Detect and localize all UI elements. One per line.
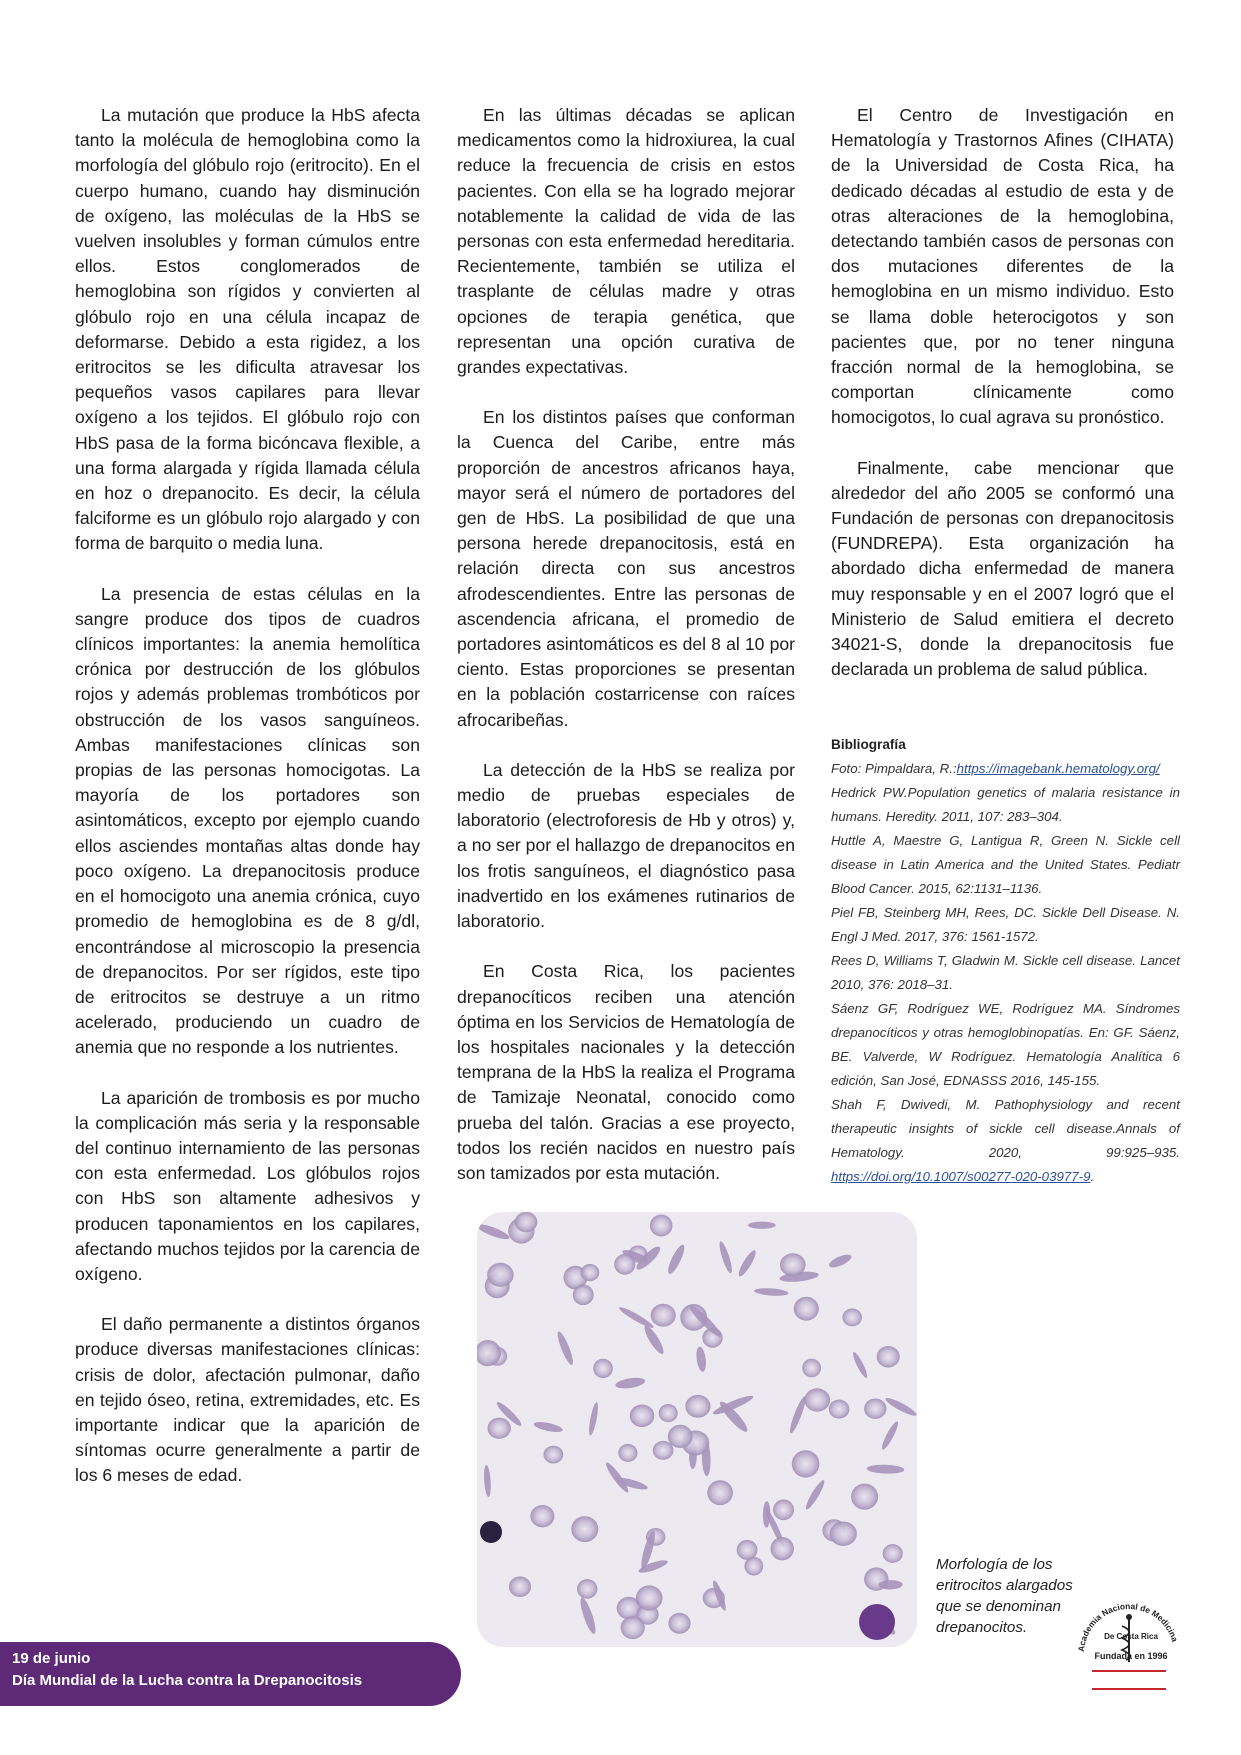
red-blood-cell bbox=[653, 1441, 674, 1460]
bibliography-title: Bibliografía bbox=[831, 737, 906, 752]
red-blood-cell bbox=[707, 1480, 733, 1505]
red-blood-cell bbox=[792, 1450, 820, 1477]
caduceus-icon bbox=[1070, 1592, 1188, 1696]
red-blood-cell bbox=[651, 1304, 676, 1327]
red-blood-cell bbox=[488, 1418, 511, 1439]
red-blood-cell bbox=[630, 1405, 655, 1428]
red-blood-cell bbox=[573, 1285, 594, 1306]
red-blood-cell bbox=[593, 1359, 613, 1378]
paragraph: En las últimas décadas se aplican medicamentos como la hidroxiurea, la cual reduce la frecuencia de crisis en estos pacientes. Con ella se ha logrado mejorar notablemente la calidad de vida de las personas con esta enfermedad hereditaria. Recientemente, también se utiliza el trasplante de células madre y otras opciones de terapia genética, que representan una opción curativa de grandes expectativas. bbox=[457, 105, 795, 378]
bibliography-photo-credit: Foto: Pimpaldara, R.:https://imagebank.hematology.org/ bbox=[831, 761, 1160, 776]
academy-logo bbox=[1070, 1592, 1188, 1696]
bibliography-item: Sáenz GF, Rodríguez WE, Rodríguez MA. Síndromes drepanocíticos y otras hemoglobinopatías. En: GF. Sáenz, BE. Valverde, W Rodríguez. Hematología Analítica 6 edición, San José, EDNASSS 2016, 145-155. bbox=[831, 1001, 1180, 1088]
red-blood-cell bbox=[509, 1576, 531, 1597]
paragraph: En los distintos países que conforman la Cuenca del Caribe, entre más proporción de ancestros africanos haya, mayor será el número de portadores del gen de HbS. La posibilidad de que una persona herede drepanocitosis, está en relación directa con sus ancestros afrodescendientes. Entre las personas de ascendencia africana, el promedio de portadores asintomáticos es del 8 al 10 por ciento. Estas proporciones se presentan en la población costarricense con raíces afrocaribeñas. bbox=[457, 407, 795, 730]
nucleated-cell bbox=[859, 1604, 895, 1640]
photo-source-link[interactable]: https://imagebank.hematology.org/ bbox=[956, 761, 1160, 776]
logo-founded: Fundada en 1996 bbox=[1094, 1651, 1168, 1661]
figure-caption: Morfología de los eritrocitos alargados que se denominan drepanocitos. bbox=[936, 1556, 1073, 1636]
bibliography-item: Piel FB, Steinberg MH, Rees, DC. Sickle Dell Disease. N. Engl J Med. 2017, 376: 1561-1572. bbox=[831, 905, 1180, 944]
red-blood-cell bbox=[668, 1425, 693, 1448]
paragraph: El Centro de Investigación en Hematología y Trastornos Afines (CIHATA) de la Universidad de Costa Rica, ha dedicado décadas al estudio de esta y de otras alteraciones de la hemoglobina, detectando también casos de personas con dos mutaciones diferentes de la hemoglobina en un mismo individuo. Esto se llama doble heterocigotos y son pacientes que, por no tener ninguna fracción normal de la hemoglobina, se comportan clínicamente como homocigotos, lo cual agrava su pronóstico. bbox=[831, 105, 1174, 428]
footer-title: Día Mundial de la Lucha contra la Drepanocitosis bbox=[12, 1672, 363, 1689]
red-blood-cell bbox=[802, 1359, 821, 1378]
paragraph: El daño permanente a distintos órganos produce diversas manifestaciones clínicas: crisis de dolor, afectación pulmonar, daño en tejido óseo, retina, extremidades, etc. Es importante indicar que la aparición de síntomas ocurre generalmente a partir de los 6 meses de edad. bbox=[75, 1314, 420, 1486]
red-blood-cell bbox=[883, 1544, 903, 1563]
paragraph: En Costa Rica, los pacientes drepanocíticos reciben una atención óptima en los Servicios de Hematología de los hospitales nacionales y la detección temprana de la HbS la realiza el Programa de Tamizaje Neonatal, conocido como prueba del talón. Gracias a ese proyecto, todos los recién nacidos en nuestro país son tamizados por esta mutación. bbox=[457, 961, 795, 1183]
red-blood-cell bbox=[487, 1263, 514, 1287]
red-blood-cell bbox=[515, 1212, 538, 1232]
nucleated-cell bbox=[480, 1521, 502, 1543]
bibliography-item: Hedrick PW.Population genetics of malaria resistance in humans. Heredity. 2011, 107: 283–304. bbox=[831, 785, 1180, 824]
red-blood-cell bbox=[668, 1613, 690, 1634]
text-column-3 bbox=[831, 103, 1174, 707]
red-blood-cell bbox=[571, 1516, 598, 1542]
text-column-2 bbox=[457, 103, 795, 1211]
red-blood-cell bbox=[829, 1400, 850, 1419]
red-blood-cell bbox=[614, 1254, 635, 1275]
red-blood-cell bbox=[877, 1346, 900, 1368]
logo-subtitle: De Costa Rica bbox=[1104, 1632, 1158, 1641]
red-blood-cell bbox=[737, 1540, 758, 1560]
red-blood-cell bbox=[794, 1297, 819, 1321]
bibliography-item: Huttle A, Maestre G, Lantigua R, Green N. Sickle cell disease in Latin America and the United States. Pediatr Blood Cancer. 2015, 62:1131–1136. bbox=[831, 833, 1180, 896]
paragraph: La presencia de estas células en la sangre produce dos tipos de cuadros clínicos importantes: la anemia hemolítica crónica por destrucción de los glóbulos rojos y además problemas trombóticos por obstrucción de los vasos sanguíneos. Ambas manifestaciones clínicas son propias de las personas homocigotas. La mayoría de los portadores son asintomáticos, excepto por ejemplo cuando ellos asciendes montañas altas donde hay poco oxígeno. La drepanocitosis produce en el homocigoto una anemia crónica, cuyo promedio de hemoglobina es de 8 g/dl, encontrándose al microscopio la presencia de drepanocitos. Por ser rígidos, este tipo de eritrocitos se destruye a un ritmo acelerado, produciendo un cuadro de anemia que no responde a los nutrientes. bbox=[75, 583, 420, 1058]
paragraph: Finalmente, cabe mencionar que alrededor del año 2005 se conformó una Fundación de personas con drepanocitosis (FUNDREPA). Esta organización ha abordado dicha enfermedad de manera muy responsable y en el 2007 logró que el Ministerio de Salud emitiera el decreto 34021-S, donde la drepanocitosis fue declarada un problema de salud pública. bbox=[831, 457, 1174, 680]
footer-date: 19 de junio bbox=[12, 1650, 91, 1667]
blood-smear-micrograph bbox=[477, 1212, 917, 1647]
paragraph: La aparición de trombosis es por mucho la complicación más seria y la responsable del continuo internamiento de las personas con esta enfermedad. Los glóbulos rojos con HbS son altamente adhesivos y producen taponamientos en los capilares, afectando muchos tejidos por la carencia de oxígeno. bbox=[75, 1087, 420, 1284]
red-blood-cell bbox=[685, 1395, 710, 1418]
red-blood-cell bbox=[544, 1446, 564, 1464]
red-blood-cell bbox=[780, 1253, 806, 1276]
red-blood-cell bbox=[581, 1264, 600, 1281]
bibliography bbox=[831, 733, 1180, 1189]
red-blood-cell bbox=[659, 1404, 678, 1422]
red-blood-cell bbox=[830, 1522, 857, 1546]
red-blood-cell bbox=[577, 1579, 597, 1599]
footer-band bbox=[0, 1642, 461, 1706]
sickle-cell bbox=[748, 1222, 776, 1229]
red-blood-cell bbox=[530, 1505, 554, 1527]
red-blood-cell bbox=[842, 1309, 862, 1327]
bibliography-item: Rees D, Williams T, Gladwin M. Sickle cell disease. Lancet 2010, 376: 2018–31. bbox=[831, 953, 1180, 992]
red-blood-cell bbox=[650, 1215, 673, 1237]
logo-arc-text: Academia Nacional de Medicina bbox=[1075, 1600, 1181, 1653]
red-blood-cell bbox=[804, 1388, 830, 1411]
red-blood-cell bbox=[636, 1585, 663, 1610]
paragraph: La detección de la HbS se realiza por medio de pruebas especiales de laboratorio (electroforesis de Hb y otros) y, a no ser por el hallazgo de drepanocitos en los frotis sanguíneos, el diagnóstico pasa inadvertido en los exámenes rutinarios de laboratorio. bbox=[457, 759, 795, 932]
red-blood-cell bbox=[773, 1499, 794, 1520]
doi-link[interactable]: https://doi.org/10.1007/s00277-020-03977-9 bbox=[831, 1169, 1091, 1184]
text-column-1 bbox=[75, 103, 420, 1514]
red-blood-cell bbox=[864, 1399, 886, 1419]
red-blood-cell bbox=[618, 1444, 637, 1462]
paragraph: La mutación que produce la HbS afecta tanto la molécula de hemoglobina como la morfología del glóbulo rojo (eritrocito). En el cuerpo humano, cuando hay disminución de oxígeno, las moléculas de la HbS se vuelven insolubles y forman cúmulos entre ellos. Estos conglomerados de hemoglobina son rígidos y convierten al glóbulo rojo en una célula incapaz de deformarse. Debido a esta rigidez, a los eritrocitos se les dificulta atravesar los pequeños vasos capilares para llevar oxígeno a los tejidos. El glóbulo rojo con HbS pasa de la forma bicóncava flexible, a una forma alargada y rígida llamada célula en hoz o drepanocito. Es decir, la célula falciforme es un glóbulo rojo alargado y con forma de barquito o media luna. bbox=[75, 105, 420, 554]
bibliography-item: Shah F, Dwivedi, M. Pathophysiology and recent therapeutic insights of sickle cell disease.Annals of Hematology. 2020, 99:925–935. https://doi.org/10.1007/s00277-020-03977-9. bbox=[831, 1097, 1180, 1184]
red-blood-cell bbox=[621, 1616, 645, 1639]
red-blood-cell bbox=[851, 1484, 878, 1510]
sickle-cell-illustration bbox=[477, 1212, 917, 1647]
red-blood-cell bbox=[771, 1537, 794, 1560]
